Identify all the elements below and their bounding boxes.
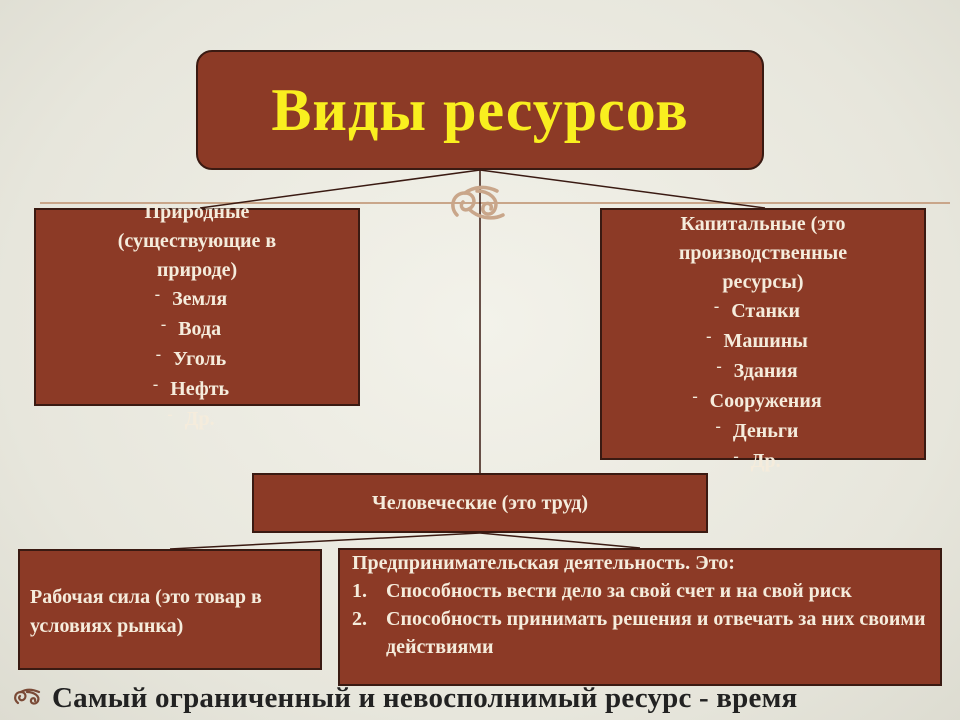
natural-heading-line: природе) xyxy=(156,259,238,281)
item-text: Способность принимать решения и отвечать за них своими действиями xyxy=(386,608,926,658)
entrepreneurship-heading: Предпринимательская деятельность. Это: xyxy=(352,552,735,574)
human-resources-label: Человеческие (это труд) xyxy=(372,491,588,514)
item-number: 2. xyxy=(352,608,367,630)
footer-note xyxy=(12,680,952,716)
list-item xyxy=(348,577,932,605)
list-item: - Машины xyxy=(706,328,808,352)
capital-heading-line: ресурсы) xyxy=(722,271,804,293)
page-title: Виды ресурсов xyxy=(271,76,689,143)
natural-heading-line: Природные xyxy=(144,201,250,223)
curl-ornament-icon xyxy=(447,181,513,225)
list-item: - Вода xyxy=(160,316,222,340)
list-item xyxy=(348,605,932,661)
list-item: - Сооружения xyxy=(692,388,822,412)
curl-bullet-icon xyxy=(12,687,46,709)
human-resources-box xyxy=(252,473,708,533)
list-item: - Уголь xyxy=(155,346,227,370)
capital-resources-box xyxy=(600,208,926,472)
item-number: 1. xyxy=(352,580,367,602)
labor-force-box xyxy=(18,549,322,670)
footer-text: Самый ограниченный и невосполнимый ресурс - время xyxy=(52,681,798,714)
item-text: Способность вести дело за свой счет и на свой риск xyxy=(386,580,852,602)
capital-heading-line: Капитальные (это xyxy=(680,213,846,235)
list-item: - Станки xyxy=(713,298,801,322)
capital-heading-line: производственные xyxy=(678,242,848,264)
list-item: - Здания xyxy=(716,358,798,382)
list-item: - Др. xyxy=(733,448,781,472)
natural-heading-line: (существующие в xyxy=(117,230,277,252)
labor-force-label: Рабочая сила (это товар в условиях рынка) xyxy=(30,585,262,637)
entrepreneurship-box xyxy=(338,548,942,686)
list-item: - Др. xyxy=(167,406,215,430)
list-item: - Деньги xyxy=(715,418,799,442)
title-box xyxy=(196,50,764,170)
natural-resources-box xyxy=(34,201,360,430)
list-item: - Нефть xyxy=(152,376,230,400)
list-item: - Земля xyxy=(154,286,228,310)
